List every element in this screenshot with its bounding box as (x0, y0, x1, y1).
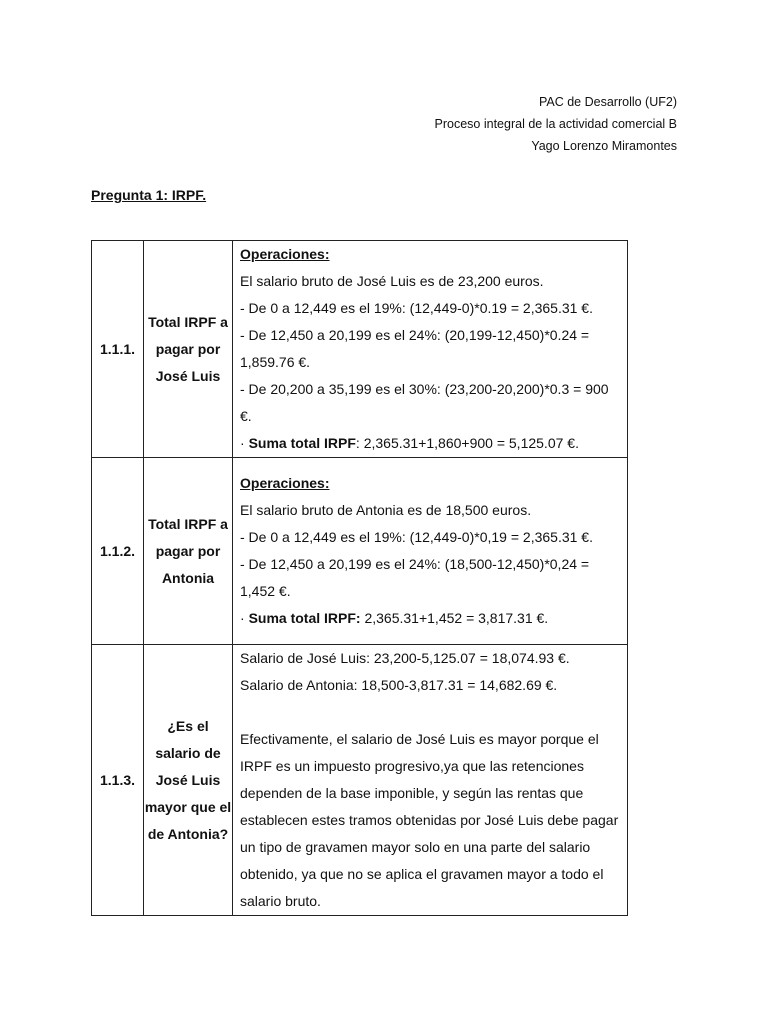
row-number: 1.1.3. (92, 645, 144, 916)
row-question: ¿Es el salario de José Luis mayor que el de Antonia? (144, 645, 233, 916)
table-row (92, 458, 628, 645)
conclusion-paragraph: Efectivamente, el salario de José Luis es mayor porque el IRPF es un impuesto progresivo,ya que las retenciones dependen de la base imponible, y según las rentas que establecen estes tramos obtenidas por José Luis debe pagar un tipo de gravamen mayor solo en una parte del salario obtenido, ya que no se aplica el gravamen mayor a todo el salario bruto. (240, 731, 619, 909)
header-course: PAC de Desarrollo (UF2) (538, 95, 677, 109)
total-value: : 2,365.31+1,860+900 = 5,125.07 €. (355, 435, 579, 451)
table-row (92, 645, 628, 916)
content-line: - De 12,450 a 20,199 es el 24%: (18,500-12,450)*0,24 = 1,452 €. (240, 556, 590, 599)
total-label: Suma total IRPF (248, 435, 356, 451)
header-subject: Proceso integral de la actividad comercial B (434, 117, 677, 131)
row-number: 1.1.2. (92, 458, 144, 645)
content-line: El salario bruto de José Luis es de 23,200 euros. (240, 273, 544, 289)
total-line (240, 430, 620, 457)
row-question: Total IRPF a pagar por Antonia (144, 458, 233, 645)
total-label: Suma total IRPF: (248, 610, 361, 626)
total-value: 2,365.31+1,452 = 3,817.31 €. (360, 610, 549, 626)
content-line: Salario de Antonia: 18,500-3,817.31 = 14,682.69 €. (240, 677, 558, 693)
spacer (240, 699, 620, 726)
content-line: - De 0 a 12,449 es el 19%: (12,449-0)*0,19 = 2,365.31 €. (240, 529, 593, 545)
content-line: - De 0 a 12,449 es el 19%: (12,449-0)*0.19 = 2,365.31 €. (240, 300, 593, 316)
header-author: Yago Lorenzo Miramontes (531, 139, 677, 153)
row-question: Total IRPF a pagar por José Luis (144, 241, 233, 458)
document-header (435, 91, 677, 157)
table-row (92, 241, 628, 458)
bullet: · (240, 435, 249, 451)
row-content (233, 241, 628, 458)
total-line (240, 605, 620, 632)
content-line: El salario bruto de Antonia es de 18,500 euros. (240, 502, 532, 518)
section-title: Pregunta 1: IRPF. (91, 187, 207, 203)
bullet: · (240, 610, 249, 626)
row-content (233, 458, 628, 645)
operations-heading: Operaciones: (240, 475, 330, 491)
row-content (233, 645, 628, 916)
content-line: - De 20,200 a 35,199 es el 30%: (23,200-20,200)*0.3 = 900 €. (240, 381, 609, 424)
irpf-table (91, 240, 628, 916)
content-line: - De 12,450 a 20,199 es el 24%: (20,199-12,450)*0.24 = 1,859.76 €. (240, 327, 590, 370)
operations-heading: Operaciones: (240, 246, 330, 262)
content-line: Salario de José Luis: 23,200-5,125.07 = 18,074.93 €. (240, 650, 570, 666)
row-number: 1.1.1. (92, 241, 144, 458)
